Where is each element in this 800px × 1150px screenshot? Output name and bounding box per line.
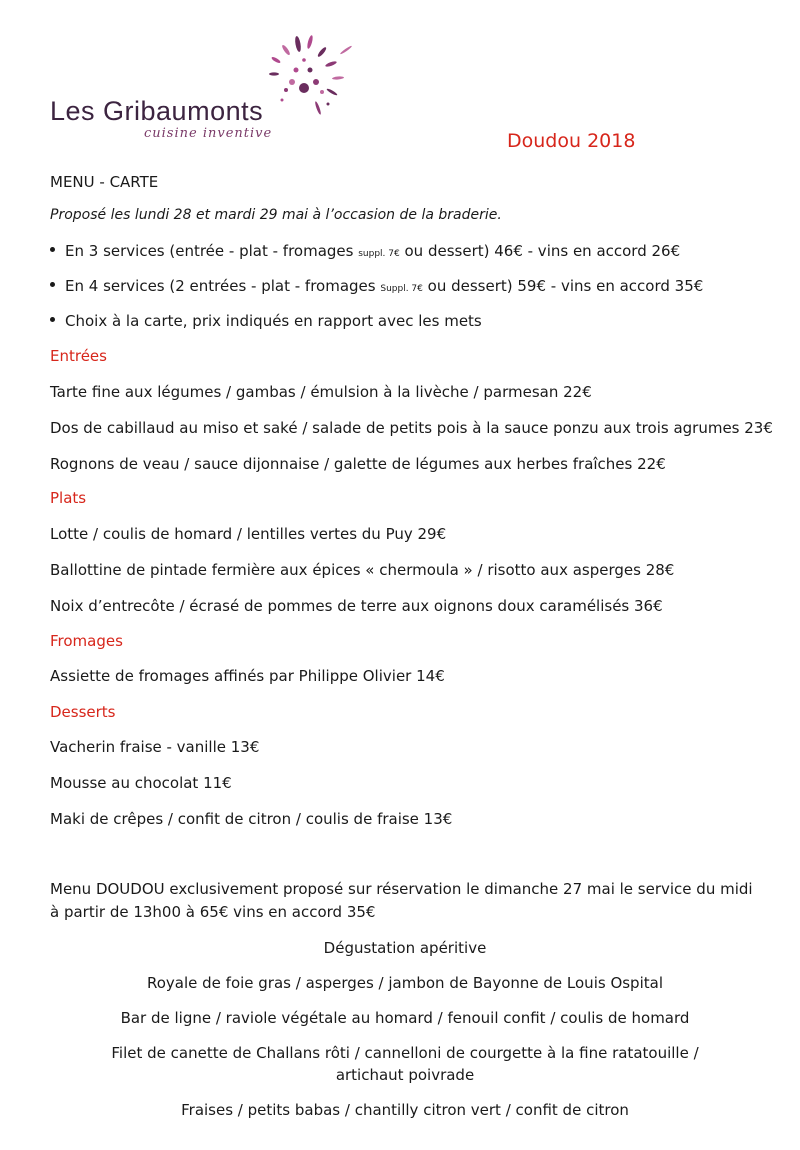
section-title-entrees: Entrées xyxy=(50,347,107,365)
document-title: Doudou 2018 xyxy=(507,130,636,152)
doudou-course: Filet de canette de Challans rôti / cannelloni de courgette à la fine ratatouille / artichaut poivrade xyxy=(111,1044,699,1084)
menu-heading: MENU - CARTE xyxy=(50,173,159,191)
brand-logo xyxy=(48,30,358,145)
bullet-icon xyxy=(50,247,55,252)
menu-item: Tarte fine aux légumes / gambas / émulsion à la livèche / parmesan 22€ xyxy=(50,383,592,401)
menu-item: Ballottine de pintade fermière aux épices « chermoula » / risotto aux asperges 28€ xyxy=(50,561,675,579)
menu-item: Noix d’entrecôte / écrasé de pommes de terre aux oignons doux caramélisés 36€ xyxy=(50,597,663,615)
option-item: En 3 services (entrée - plat - fromages suppl. 7€ ou dessert) 46€ - vins en accord 26€ xyxy=(50,242,680,260)
brand-name: Les Gribaumonts xyxy=(50,96,264,126)
menu-item: Dos de cabillaud au miso et saké / salade de petits pois à la sauce ponzu aux trois agrumes 23€ xyxy=(50,419,773,437)
option-item: En 4 services (2 entrées - plat - fromages Suppl. 7€ ou dessert) 59€ - vins en accord 35€ xyxy=(50,277,703,295)
doudou-course: Fraises / petits babas / chantilly citron vert / confit de citron xyxy=(181,1101,629,1119)
menu-item: Rognons de veau / sauce dijonnaise / galette de légumes aux herbes fraîches 22€ xyxy=(50,455,666,473)
menu-item: Maki de crêpes / confit de citron / coulis de fraise 13€ xyxy=(50,810,453,828)
menu-intro: Proposé les lundi 28 et mardi 29 mai à l’occasion de la braderie. xyxy=(50,207,502,223)
menu-item: Assiette de fromages affinés par Philippe Olivier 14€ xyxy=(50,667,445,685)
section-title-plats: Plats xyxy=(50,489,87,507)
menu-item: Lotte / coulis de homard / lentilles vertes du Puy 29€ xyxy=(50,525,447,543)
doudou-course: Dégustation apéritive xyxy=(323,939,487,957)
doudou-intro: Menu DOUDOU exclusivement proposé sur réservation le dimanche 27 mai le service du midi à partir de 13h00 à 65€ vins en accord 35€ xyxy=(50,880,753,921)
bullet-icon xyxy=(50,282,55,287)
option-item: Choix à la carte, prix indiqués en rapport avec les mets xyxy=(50,312,482,330)
doudou-course: Royale de foie gras / asperges / jambon de Bayonne de Louis Ospital xyxy=(146,974,663,992)
menu-item: Vacherin fraise - vanille 13€ xyxy=(50,738,260,756)
menu-item: Mousse au chocolat 11€ xyxy=(50,774,232,792)
brand-tagline: cuisine inventive xyxy=(144,126,273,141)
section-title-desserts: Desserts xyxy=(50,703,116,721)
doudou-course: Bar de ligne / raviole végétale au homard / fenouil confit / coulis de homard xyxy=(120,1009,690,1027)
section-title-fromages: Fromages xyxy=(50,632,123,650)
bullet-icon xyxy=(50,317,55,322)
